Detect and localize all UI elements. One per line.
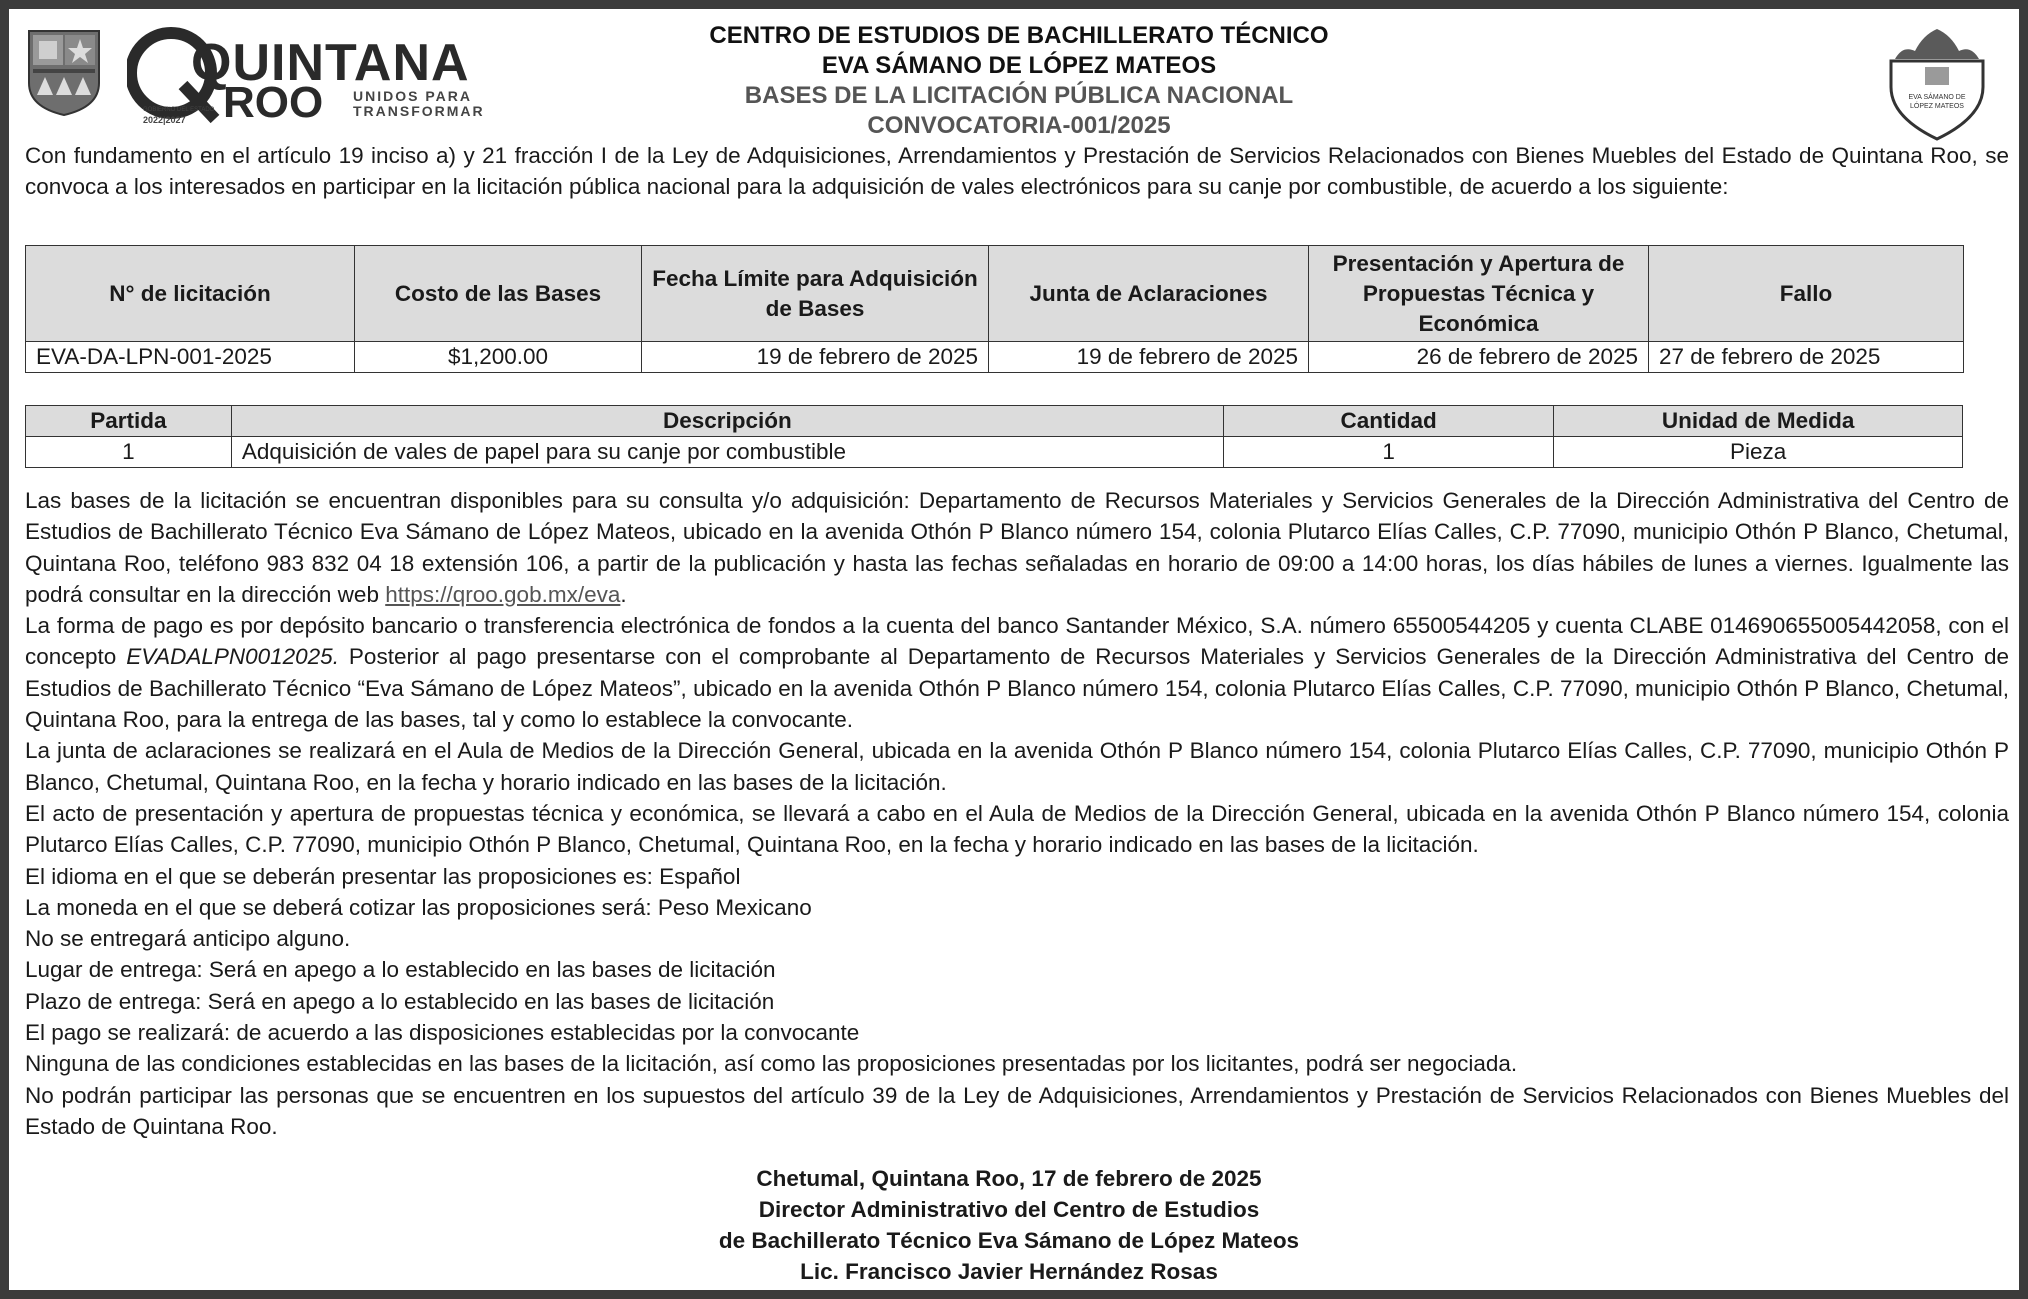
- col-header-quantity: Cantidad: [1223, 406, 1553, 437]
- schedule-header-row: [26, 246, 1964, 342]
- list-item: Lugar de entrega: Será en apego a lo establecido en las bases de licitación: [25, 957, 776, 983]
- list-item: Ninguna de las condiciones establecidas en las bases de la licitación, así como las proposiciones presentadas por los licitantes, podrá ser negociada.: [25, 1051, 1518, 1077]
- signer-role-line2: de Bachillerato Técnico Eva Sámano de López Mateos: [718, 1228, 1300, 1253]
- cell-description: Adquisición de vales de papel para su canje por combustible: [231, 437, 1223, 468]
- quintana-roo-logo: [127, 23, 487, 131]
- cell-quantity: 1: [1223, 437, 1553, 468]
- cell-ruling: 27 de febrero de 2025: [1649, 342, 1964, 373]
- document-title: [569, 21, 1469, 141]
- signer-name: Lic. Francisco Javier Hernández Rosas: [800, 1259, 1218, 1284]
- institution-name: CENTRO DE ESTUDIOS DE BACHILLERATO TÉCNICO: [709, 22, 1329, 49]
- col-header-deadline: Fecha Límite para Adquisición de Bases: [642, 246, 989, 342]
- col-header-clarifications: Junta de Aclaraciones: [989, 246, 1309, 342]
- signer-role-line1: Director Administrativo del Centro de Estudios: [758, 1197, 1260, 1222]
- cell-clarifications: 19 de febrero de 2025: [989, 342, 1309, 373]
- col-header-bases-cost: Costo de las Bases: [355, 246, 642, 342]
- bases-availability-paragraph: [25, 485, 2009, 610]
- logo-text-roo: ROO: [223, 78, 324, 127]
- logo-period-label: GOBIERNO DEL ESTADO: [143, 107, 215, 113]
- signature-block: [409, 1163, 1609, 1287]
- col-header-proposals-opening: Presentación y Apertura de Propuestas Técnica y Económica: [1309, 246, 1649, 342]
- logo-slogan-2: TRANSFORMAR: [353, 103, 485, 119]
- body-text: [25, 485, 2009, 1142]
- col-header-unit: Unidad de Medida: [1554, 406, 1963, 437]
- bases-availability-end: .: [620, 581, 627, 607]
- table-row: [26, 437, 1963, 468]
- logo-period: 2022|2027: [143, 115, 186, 125]
- list-item: La moneda en el que se deberá cotizar las proposiciones será: Peso Mexicano: [25, 894, 812, 920]
- tender-subtitle: BASES DE LA LICITACIÓN PÚBLICA NACIONAL: [744, 82, 1294, 109]
- table-row: [26, 342, 1964, 373]
- payment-text-a: La forma de pago es por depósito bancario o transferencia electrónica de fondos a la cuenta del banco Santander México, S.A. número 65500544205 y cuenta CLABE 014690655005442058, con el concepto: [25, 613, 2009, 670]
- list-item: No se entregará anticipo alguno.: [25, 926, 351, 952]
- col-header-ruling: Fallo: [1649, 246, 1964, 342]
- place-date: Chetumal, Quintana Roo, 17 de febrero de 2025: [756, 1166, 1262, 1191]
- school-name: EVA SÁMANO DE LÓPEZ MATEOS: [821, 52, 1217, 79]
- payment-concept: EVADALPN0012025.: [126, 644, 339, 670]
- payment-text-b: Posterior al pago presentarse con el comprobante al Departamento de Recursos Materiales y Servicios Generales de la Dirección Administrativa del Centro de Estudios de Bachillerato Técnico “Eva Sámano de López Mateos”, ubicado en la avenida Othón P Blanco número 154, colonia Plutarco Elías Calles, C.P. 77090, municipio Othón P Blanco, Chetumal, Quintana Roo, para la entrega de las bases, tal y como lo establece la convocante.: [25, 644, 2009, 733]
- cell-unit: Pieza: [1554, 437, 1963, 468]
- cell-deadline: 19 de febrero de 2025: [642, 342, 989, 373]
- bases-availability-text: Las bases de la licitación se encuentran disponibles para su consulta y/o adquisición: Departamento de Recursos Materiales y Servicios Generales de la Dirección Administrativa del Centro de Estudios de Bachillerato Técnico Eva Sámano de López Mateos, ubicado en la avenida Othón P Blanco número 154, colonia Plutarco Elías Calles, C.P. 77090, municipio Othón P Blanco, Chetumal, Quintana Roo, teléfono 983 832 04 18 extensión 106, a partir de la publicación y hasta las fechas señaladas en horario de 09:00 a 14:00 horas, los días hábiles de lunes a viernes. Igualmente las podrá consultar en la dirección web: [25, 488, 2009, 607]
- proposals-paragraph: El acto de presentación y apertura de propuestas técnica y económica, se llevará a cabo en el Aula de Medios de la Dirección General, ubicada en la avenida Othón P Blanco número 154, colonia Plutarco Elías Calles, C.P. 77090, municipio Othón P Blanco, Chetumal, Quintana Roo, en la fecha y horario indicado en las bases de la licitación.: [25, 800, 2009, 858]
- eligibility-paragraph: No podrán participar las personas que se encuentren en los supuestos del artículo 39 de la Ley de Adquisiciones, Arrendamientos y Prestación de Servicios Relacionados con Bienes Muebles del Estado de Quintana Roo.: [25, 1082, 2009, 1139]
- intro-paragraph: [25, 140, 2009, 203]
- cell-partida: 1: [26, 437, 232, 468]
- logo-slogan-1: UNIDOS PARA: [353, 88, 472, 104]
- items-header-row: [26, 406, 1963, 437]
- convocatoria-number: CONVOCATORIA-001/2025: [867, 112, 1171, 139]
- cell-tender-number: EVA-DA-LPN-001-2025: [26, 342, 355, 373]
- col-header-tender-number: N° de licitación: [26, 246, 355, 342]
- payment-paragraph: [25, 610, 2009, 735]
- bases-web-link[interactable]: https://qroo.gob.mx/eva: [385, 581, 621, 607]
- list-item: El idioma en el que se deberán presentar las proposiciones es: Español: [25, 863, 741, 889]
- list-item: El pago se realizará: de acuerdo a las disposiciones establecidas por la convocante: [25, 1020, 860, 1046]
- state-shield-logo: [25, 23, 103, 117]
- intro-text: Con fundamento en el artículo 19 inciso a) y 21 fracción I de la Ley de Adquisiciones, Arrendamientos y Prestación de Servicios Relacionados con Bienes Muebles del Estado de Quintana Roo, se convoca a los interesados en participar en la licitación pública nacional para la adquisición de vales electrónicos para su canje por combustible, de acuerdo a los siguiente:: [25, 143, 2009, 200]
- col-header-partida: Partida: [26, 406, 232, 437]
- schedule-table: [25, 245, 1964, 373]
- cell-proposals-opening: 26 de febrero de 2025: [1309, 342, 1649, 373]
- list-item: Plazo de entrega: Será en apego a lo establecido en las bases de licitación: [25, 988, 775, 1014]
- school-emblem-logo: [1881, 21, 1993, 145]
- emblem-text: EVA SÁMANO DE LÓPEZ MATEOS: [1908, 94, 1966, 110]
- items-table: [25, 405, 1963, 468]
- logo-text-quintana: QUINTANA: [191, 34, 470, 92]
- col-header-description: Descripción: [231, 406, 1223, 437]
- cell-bases-cost: $1,200.00: [355, 342, 642, 373]
- clarifications-paragraph: La junta de aclaraciones se realizará en el Aula de Medios de la Dirección General, ubicada en la avenida Othón P Blanco número 154, colonia Plutarco Elías Calles, C.P. 77090, municipio Othón P Blanco, Chetumal, Quintana Roo, en la fecha y horario indicado en las bases de la licitación.: [25, 738, 2009, 795]
- document-page: [9, 9, 2019, 1290]
